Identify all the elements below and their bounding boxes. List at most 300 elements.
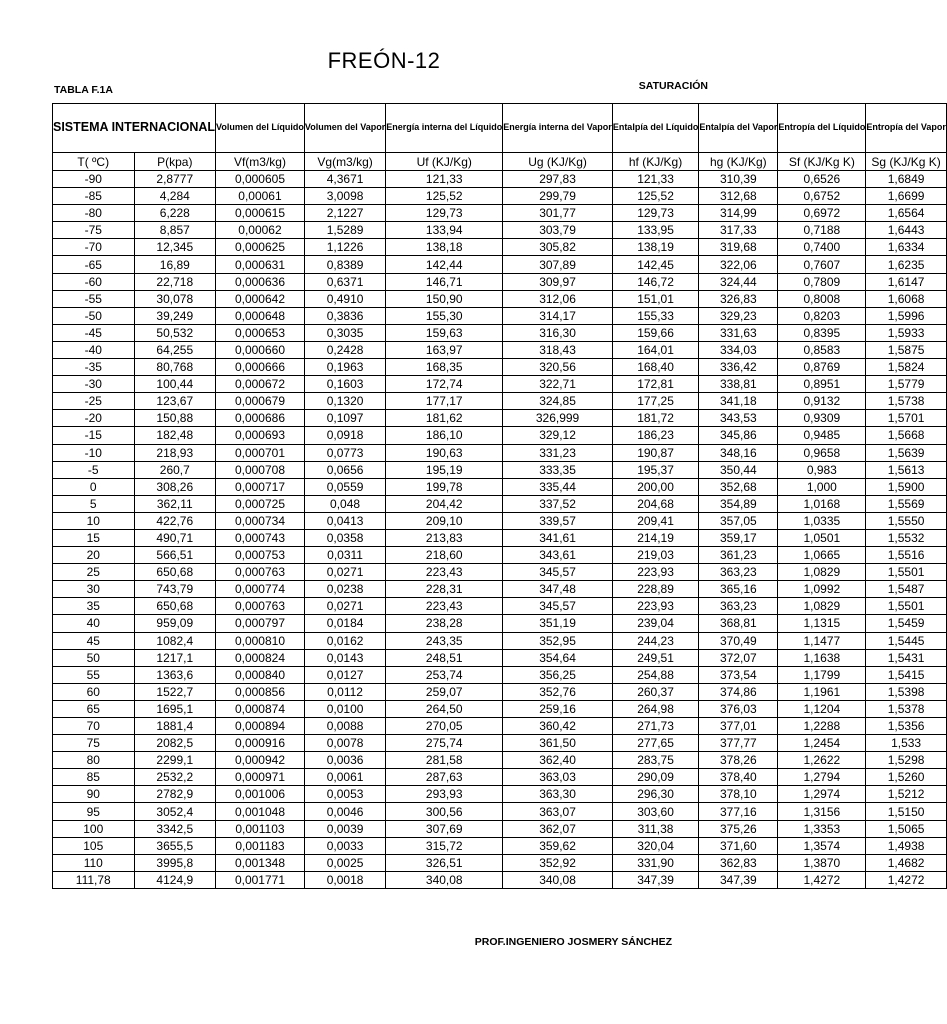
- table-cell: 1,5150: [866, 803, 947, 820]
- table-cell: 0,00061: [216, 188, 305, 205]
- table-cell: -35: [53, 359, 135, 376]
- table-cell: 1,6699: [866, 188, 947, 205]
- table-cell: 0,000734: [216, 512, 305, 529]
- table-cell: -25: [53, 393, 135, 410]
- table-row: [53, 512, 947, 529]
- table-cell: 1,4682: [866, 854, 947, 871]
- table-cell: 138,18: [386, 239, 503, 256]
- table-cell: 352,92: [503, 854, 613, 871]
- table-cell: 204,42: [386, 495, 503, 512]
- table-cell: 259,07: [386, 683, 503, 700]
- table-cell: 100,44: [134, 376, 216, 393]
- unit-header-cell: Uf (KJ/Kg): [386, 153, 503, 171]
- table-cell: 0,0033: [304, 837, 385, 854]
- table-cell: 362,07: [503, 820, 613, 837]
- table-cell: 0,6371: [304, 273, 385, 290]
- table-cell: 1,4938: [866, 837, 947, 854]
- table-cell: 357,05: [699, 512, 778, 529]
- table-cell: 365,16: [699, 581, 778, 598]
- table-cell: 378,40: [699, 769, 778, 786]
- table-cell: 296,30: [612, 786, 699, 803]
- table-cell: 326,83: [699, 290, 778, 307]
- table-cell: 1,5431: [866, 649, 947, 666]
- table-cell: 314,99: [699, 205, 778, 222]
- table-cell: 264,98: [612, 700, 699, 717]
- table-row: [53, 324, 947, 341]
- table-cell: 95: [53, 803, 135, 820]
- table-row: [53, 478, 947, 495]
- table-cell: 360,42: [503, 718, 613, 735]
- table-cell: 1,5459: [866, 615, 947, 632]
- table-cell: 287,63: [386, 769, 503, 786]
- table-cell: 0,001771: [216, 871, 305, 888]
- table-cell: 2299,1: [134, 752, 216, 769]
- table-cell: 1,5298: [866, 752, 947, 769]
- table-cell: 319,68: [699, 239, 778, 256]
- table-cell: 0,6972: [778, 205, 866, 222]
- table-cell: 195,19: [386, 461, 503, 478]
- table-cell: 0,000774: [216, 581, 305, 598]
- table-cell: 1,2794: [778, 769, 866, 786]
- table-cell: 253,74: [386, 666, 503, 683]
- table-cell: 310,39: [699, 171, 778, 188]
- table-cell: 1,1961: [778, 683, 866, 700]
- table-cell: 376,03: [699, 700, 778, 717]
- table-cell: 1,5639: [866, 444, 947, 461]
- table-cell: 0,000631: [216, 256, 305, 273]
- table-cell: 0,0018: [304, 871, 385, 888]
- table-cell: 1,5487: [866, 581, 947, 598]
- table-row: [53, 581, 947, 598]
- table-cell: 1,5550: [866, 512, 947, 529]
- table-cell: 361,50: [503, 735, 613, 752]
- table-cell: 377,01: [699, 718, 778, 735]
- table-cell: 0,000971: [216, 769, 305, 786]
- table-cell: 1,0168: [778, 495, 866, 512]
- table-cell: 249,51: [612, 649, 699, 666]
- table-cell: 0,8008: [778, 290, 866, 307]
- table-cell: 1,0829: [778, 564, 866, 581]
- table-cell: 0,000840: [216, 666, 305, 683]
- table-cell: 1,6564: [866, 205, 947, 222]
- table-cell: 2782,9: [134, 786, 216, 803]
- table-cell: -10: [53, 444, 135, 461]
- table-row: [53, 222, 947, 239]
- table-cell: 1,5065: [866, 820, 947, 837]
- table-cell: -65: [53, 256, 135, 273]
- table-cell: 209,41: [612, 512, 699, 529]
- table-cell: 1,5779: [866, 376, 947, 393]
- table-cell: 0,2428: [304, 341, 385, 358]
- table-cell: 347,39: [612, 871, 699, 888]
- table-row: [53, 427, 947, 444]
- table-cell: 354,64: [503, 649, 613, 666]
- table-cell: 0,000743: [216, 529, 305, 546]
- table-cell: 133,94: [386, 222, 503, 239]
- table-cell: 0,0100: [304, 700, 385, 717]
- table-cell: 368,81: [699, 615, 778, 632]
- table-row: [53, 547, 947, 564]
- table-cell: 0,0162: [304, 632, 385, 649]
- table-cell: 0,1963: [304, 359, 385, 376]
- table-cell: 297,83: [503, 171, 613, 188]
- table-cell: 329,23: [699, 307, 778, 324]
- table-cell: 743,79: [134, 581, 216, 598]
- table-cell: 0,0078: [304, 735, 385, 752]
- table-cell: 650,68: [134, 564, 216, 581]
- table-cell: 0,0271: [304, 564, 385, 581]
- table-cell: 271,73: [612, 718, 699, 735]
- table-cell: 0,8951: [778, 376, 866, 393]
- table-cell: 190,63: [386, 444, 503, 461]
- table-cell: 0,001348: [216, 854, 305, 871]
- section-label: SATURACIÓN: [638, 80, 708, 92]
- table-cell: 0,8389: [304, 256, 385, 273]
- table-cell: 300,56: [386, 803, 503, 820]
- table-cell: 2532,2: [134, 769, 216, 786]
- table-cell: 0,000686: [216, 410, 305, 427]
- table-row: [53, 752, 947, 769]
- table-cell: 345,57: [503, 564, 613, 581]
- table-cell: 50,532: [134, 324, 216, 341]
- table-cell: 348,16: [699, 444, 778, 461]
- table-cell: 264,50: [386, 700, 503, 717]
- table-cell: 1,0829: [778, 598, 866, 615]
- table-cell: 378,26: [699, 752, 778, 769]
- table-cell: 309,97: [503, 273, 613, 290]
- table-cell: 363,23: [699, 598, 778, 615]
- table-cell: 0,000894: [216, 718, 305, 735]
- table-row: [53, 786, 947, 803]
- table-cell: 377,77: [699, 735, 778, 752]
- table-row: [53, 735, 947, 752]
- table-cell: 343,53: [699, 410, 778, 427]
- table-cell: 337,52: [503, 495, 613, 512]
- table-cell: 1,5289: [304, 222, 385, 239]
- table-cell: 277,65: [612, 735, 699, 752]
- table-row: [53, 700, 947, 717]
- table-cell: 312,68: [699, 188, 778, 205]
- table-cell: 0,000648: [216, 307, 305, 324]
- header-row: [53, 104, 947, 153]
- table-cell: 0,7809: [778, 273, 866, 290]
- table-cell: 324,44: [699, 273, 778, 290]
- table-cell: 1,5532: [866, 529, 947, 546]
- table-cell: -80: [53, 205, 135, 222]
- table-cell: 223,93: [612, 598, 699, 615]
- table-cell: 0,000916: [216, 735, 305, 752]
- table-cell: 195,37: [612, 461, 699, 478]
- table-cell: 0: [53, 478, 135, 495]
- table-cell: 182,48: [134, 427, 216, 444]
- table-cell: 0,8769: [778, 359, 866, 376]
- table-cell: 0,0112: [304, 683, 385, 700]
- table-cell: 1,0992: [778, 581, 866, 598]
- table-cell: 1,5501: [866, 564, 947, 581]
- table-cell: 1,2622: [778, 752, 866, 769]
- header-system: SISTEMA INTERNACIONAL: [53, 104, 216, 153]
- table-cell: 299,79: [503, 188, 613, 205]
- table-cell: 121,33: [612, 171, 699, 188]
- table-cell: 0,3035: [304, 324, 385, 341]
- table-cell: 60: [53, 683, 135, 700]
- table-cell: 2,8777: [134, 171, 216, 188]
- table-cell: 146,72: [612, 273, 699, 290]
- table-row: [53, 239, 947, 256]
- table-row: [53, 666, 947, 683]
- unit-header-cell: P(kpa): [134, 153, 216, 171]
- table-cell: 100: [53, 820, 135, 837]
- table-cell: 566,51: [134, 547, 216, 564]
- table-cell: 1,533: [866, 735, 947, 752]
- saturation-table: [52, 103, 947, 889]
- table-row: [53, 769, 947, 786]
- table-cell: 305,82: [503, 239, 613, 256]
- table-cell: 317,33: [699, 222, 778, 239]
- table-cell: 177,17: [386, 393, 503, 410]
- table-cell: 372,07: [699, 649, 778, 666]
- table-cell: 374,86: [699, 683, 778, 700]
- table-cell: 363,23: [699, 564, 778, 581]
- table-row: [53, 871, 947, 888]
- table-cell: 0,0271: [304, 598, 385, 615]
- table-cell: 336,42: [699, 359, 778, 376]
- table-cell: 0,001048: [216, 803, 305, 820]
- table-cell: 0,000763: [216, 564, 305, 581]
- table-cell: 2082,5: [134, 735, 216, 752]
- table-cell: 123,67: [134, 393, 216, 410]
- table-cell: 0,000693: [216, 427, 305, 444]
- table-cell: 0,000725: [216, 495, 305, 512]
- table-row: [53, 393, 947, 410]
- table-cell: 214,19: [612, 529, 699, 546]
- table-cell: 1,1477: [778, 632, 866, 649]
- table-cell: 0,6752: [778, 188, 866, 205]
- table-row: [53, 615, 947, 632]
- table-cell: 5: [53, 495, 135, 512]
- table-cell: 1,3156: [778, 803, 866, 820]
- table-cell: 0,000666: [216, 359, 305, 376]
- table-cell: 1,4272: [778, 871, 866, 888]
- table-cell: -90: [53, 171, 135, 188]
- table-cell: 55: [53, 666, 135, 683]
- table-cell: 0,0918: [304, 427, 385, 444]
- table-cell: 350,44: [699, 461, 778, 478]
- table-cell: 155,33: [612, 307, 699, 324]
- table-cell: 1,2974: [778, 786, 866, 803]
- table-cell: -40: [53, 341, 135, 358]
- table-cell: 0,0036: [304, 752, 385, 769]
- table-cell: 1,5260: [866, 769, 947, 786]
- table-cell: 177,25: [612, 393, 699, 410]
- table-cell: 352,68: [699, 478, 778, 495]
- table-cell: 371,60: [699, 837, 778, 854]
- table-cell: 1,5875: [866, 341, 947, 358]
- table-cell: 303,60: [612, 803, 699, 820]
- table-cell: 1,000: [778, 478, 866, 495]
- table-cell: 0,000753: [216, 547, 305, 564]
- table-cell: 359,62: [503, 837, 613, 854]
- table-cell: 218,60: [386, 547, 503, 564]
- table-cell: 254,88: [612, 666, 699, 683]
- table-cell: 150,88: [134, 410, 216, 427]
- table-row: [53, 632, 947, 649]
- table-cell: 0,0358: [304, 529, 385, 546]
- table-cell: 1,3353: [778, 820, 866, 837]
- table-cell: 0,000763: [216, 598, 305, 615]
- table-cell: 0,000642: [216, 290, 305, 307]
- table-cell: 363,03: [503, 769, 613, 786]
- table-cell: 85: [53, 769, 135, 786]
- table-row: [53, 820, 947, 837]
- table-cell: 1695,1: [134, 700, 216, 717]
- table-cell: 345,57: [503, 598, 613, 615]
- table-row: [53, 564, 947, 581]
- table-cell: 150,90: [386, 290, 503, 307]
- table-cell: 12,345: [134, 239, 216, 256]
- table-cell: 3655,5: [134, 837, 216, 854]
- table-cell: 356,25: [503, 666, 613, 683]
- table-cell: 0,000856: [216, 683, 305, 700]
- table-cell: 0,00062: [216, 222, 305, 239]
- table-cell: 959,09: [134, 615, 216, 632]
- table-cell: 0,000810: [216, 632, 305, 649]
- table-cell: 363,30: [503, 786, 613, 803]
- table-cell: 248,51: [386, 649, 503, 666]
- table-cell: 343,61: [503, 547, 613, 564]
- table-cell: 3,0098: [304, 188, 385, 205]
- table-cell: 362,11: [134, 495, 216, 512]
- table-cell: 151,01: [612, 290, 699, 307]
- table-cell: 0,9658: [778, 444, 866, 461]
- table-cell: 125,52: [612, 188, 699, 205]
- table-cell: 155,30: [386, 307, 503, 324]
- table-cell: 0,0143: [304, 649, 385, 666]
- table-cell: 0,7400: [778, 239, 866, 256]
- table-row: [53, 649, 947, 666]
- table-cell: 1,5398: [866, 683, 947, 700]
- unit-header-cell: Vf(m3/kg): [216, 153, 305, 171]
- table-cell: 362,83: [699, 854, 778, 871]
- table-cell: 1,1204: [778, 700, 866, 717]
- table-cell: -70: [53, 239, 135, 256]
- table-cell: 228,89: [612, 581, 699, 598]
- table-cell: 1,5933: [866, 324, 947, 341]
- table-cell: 168,35: [386, 359, 503, 376]
- table-cell: 50: [53, 649, 135, 666]
- table-label: TABLA F.1A: [54, 84, 113, 96]
- table-row: [53, 461, 947, 478]
- table-cell: 0,4910: [304, 290, 385, 307]
- table-cell: 1,6068: [866, 290, 947, 307]
- table-cell: 111,78: [53, 871, 135, 888]
- table-cell: 0,7188: [778, 222, 866, 239]
- table-cell: 331,90: [612, 854, 699, 871]
- table-cell: 338,81: [699, 376, 778, 393]
- table-cell: 1,5516: [866, 547, 947, 564]
- table-cell: 0,0088: [304, 718, 385, 735]
- unit-header-cell: Ug (KJ/Kg): [503, 153, 613, 171]
- table-cell: 0,0184: [304, 615, 385, 632]
- header-vf: Volumen del Líquido: [216, 104, 305, 153]
- table-cell: 0,0127: [304, 666, 385, 683]
- table-cell: -75: [53, 222, 135, 239]
- table-cell: 8,857: [134, 222, 216, 239]
- table-row: [53, 205, 947, 222]
- table-cell: 331,63: [699, 324, 778, 341]
- table-cell: 1,5569: [866, 495, 947, 512]
- table-cell: 22,718: [134, 273, 216, 290]
- table-cell: 351,19: [503, 615, 613, 632]
- table-cell: 209,10: [386, 512, 503, 529]
- table-cell: 1363,6: [134, 666, 216, 683]
- table-cell: 0,000708: [216, 461, 305, 478]
- table-cell: 163,97: [386, 341, 503, 358]
- table-cell: 105: [53, 837, 135, 854]
- table-cell: 281,58: [386, 752, 503, 769]
- table-cell: -20: [53, 410, 135, 427]
- table-cell: 0,048: [304, 495, 385, 512]
- table-cell: 0,000824: [216, 649, 305, 666]
- table-cell: 110: [53, 854, 135, 871]
- table-cell: 223,43: [386, 598, 503, 615]
- table-cell: 199,78: [386, 478, 503, 495]
- table-cell: 1,5415: [866, 666, 947, 683]
- table-row: [53, 359, 947, 376]
- table-cell: 270,05: [386, 718, 503, 735]
- table-cell: 259,16: [503, 700, 613, 717]
- table-cell: 125,52: [386, 188, 503, 205]
- author-footer: PROF.INGENIERO JOSMERY SÁNCHEZ: [474, 936, 672, 948]
- table-cell: 1,6849: [866, 171, 947, 188]
- table-cell: 223,43: [386, 564, 503, 581]
- table-cell: 0,3836: [304, 307, 385, 324]
- table-cell: 1522,7: [134, 683, 216, 700]
- table-cell: 341,61: [503, 529, 613, 546]
- table-cell: 238,28: [386, 615, 503, 632]
- table-cell: 0,8395: [778, 324, 866, 341]
- table-cell: 293,93: [386, 786, 503, 803]
- table-cell: 0,1320: [304, 393, 385, 410]
- table-cell: 0,001103: [216, 820, 305, 837]
- table-cell: 181,72: [612, 410, 699, 427]
- table-cell: 228,31: [386, 581, 503, 598]
- table-cell: 320,56: [503, 359, 613, 376]
- table-cell: 422,76: [134, 512, 216, 529]
- table-cell: 2,1227: [304, 205, 385, 222]
- table-cell: 0,0656: [304, 461, 385, 478]
- table-cell: 0,9309: [778, 410, 866, 427]
- table-cell: 275,74: [386, 735, 503, 752]
- table-cell: 320,04: [612, 837, 699, 854]
- table-cell: 0,000717: [216, 478, 305, 495]
- table-cell: 121,33: [386, 171, 503, 188]
- table-cell: 10: [53, 512, 135, 529]
- table-cell: 315,72: [386, 837, 503, 854]
- table-cell: 1,5445: [866, 632, 947, 649]
- table-row: [53, 273, 947, 290]
- table-cell: 0,0311: [304, 547, 385, 564]
- table-cell: 490,71: [134, 529, 216, 546]
- table-cell: 0,0039: [304, 820, 385, 837]
- table-cell: 307,69: [386, 820, 503, 837]
- table-cell: 354,89: [699, 495, 778, 512]
- table-cell: 1,1226: [304, 239, 385, 256]
- table-cell: 80,768: [134, 359, 216, 376]
- table-cell: 223,93: [612, 564, 699, 581]
- unit-header-cell: Sf (KJ/Kg K): [778, 153, 866, 171]
- table-cell: 0,0413: [304, 512, 385, 529]
